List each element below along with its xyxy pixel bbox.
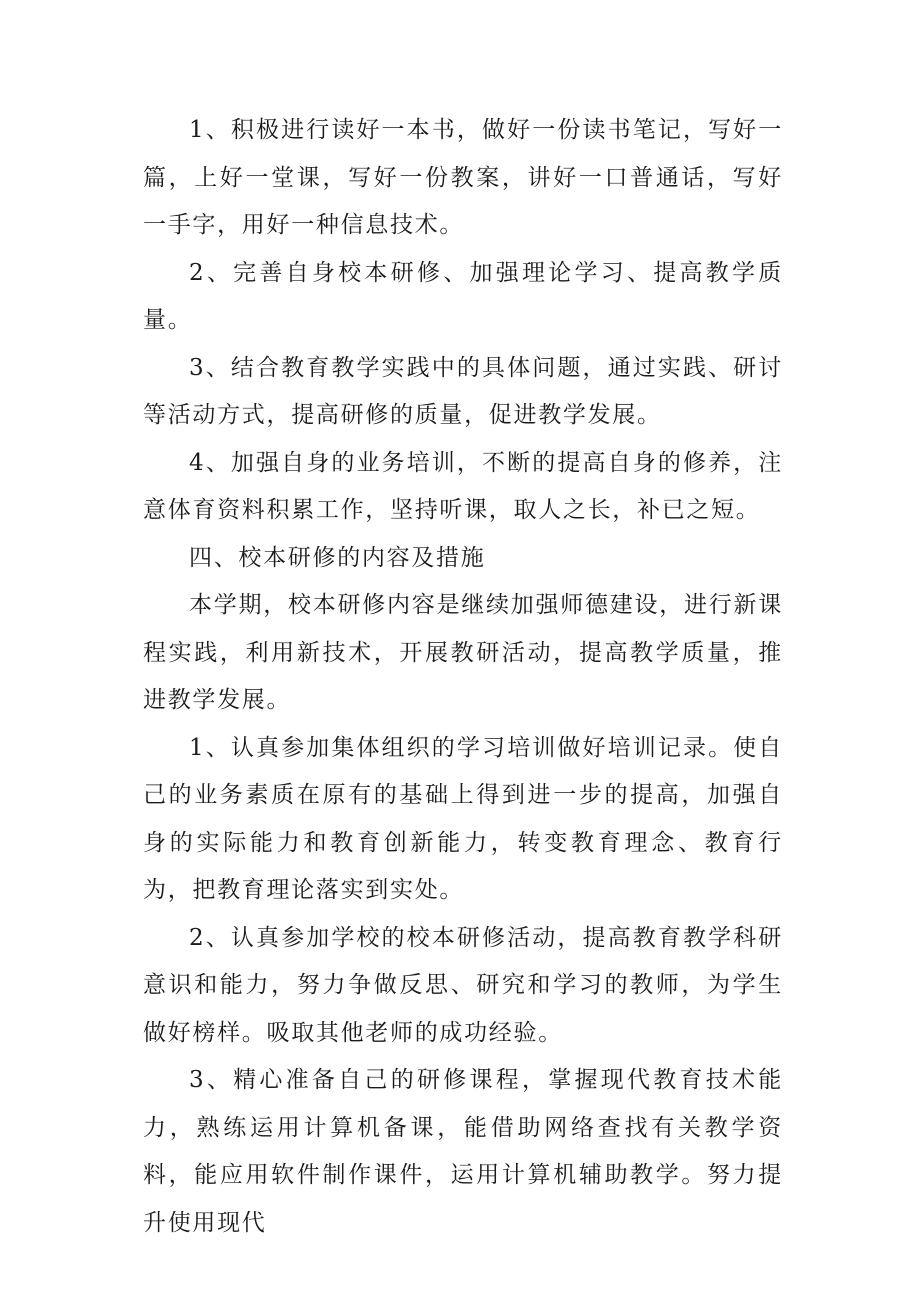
paragraph: 4、加强自身的业务培训，不断的提高自身的修养，注意体育资料积累工作，坚持听课，取人之长，补已之短。: [143, 449, 783, 523]
paragraph: 1、积极进行读好一本书，做好一份读书笔记，写好一篇，上好一堂课，写好一份教案，讲好一口普通话，写好一手字，用好一种信息技术。: [143, 117, 783, 238]
paragraph: 3、精心准备自己的研修课程，掌握现代教育技术能力，熟练运用计算机备课，能借助网络查找有关教学资料，能应用软件制作课件，运用计算机辅助教学。努力提升使用现代: [143, 1067, 783, 1236]
document-body: [143, 107, 783, 1247]
paragraph: 2、完善自身校本研修、加强理论学习、提高教学质量。: [143, 259, 783, 333]
paragraph: 2、认真参加学校的校本研修活动，提高教育教学科研意识和能力，努力争做反思、研究和学习的教师，为学生做好榜样。吸取其他老师的成功经验。: [143, 924, 783, 1046]
paragraph: 本学期，校本研修内容是继续加强师德建设，进行新课程实践，利用新技术，开展教研活动，提高教学质量，推进教学发展。: [143, 592, 783, 713]
paragraph: 1、认真参加集体组织的学习培训做好培训记录。使自己的业务素质在原有的基础上得到进一步的提高，加强自身的实际能力和教育创新能力，转变教育理念、教育行为，把教育理论落实到实处。: [143, 734, 783, 903]
section-heading: 四、校本研修的内容及措施: [189, 544, 486, 571]
paragraph: 3、结合教育教学实践中的具体问题，通过实践、研讨等活动方式，提高研修的质量，促进教学发展。: [143, 354, 783, 428]
